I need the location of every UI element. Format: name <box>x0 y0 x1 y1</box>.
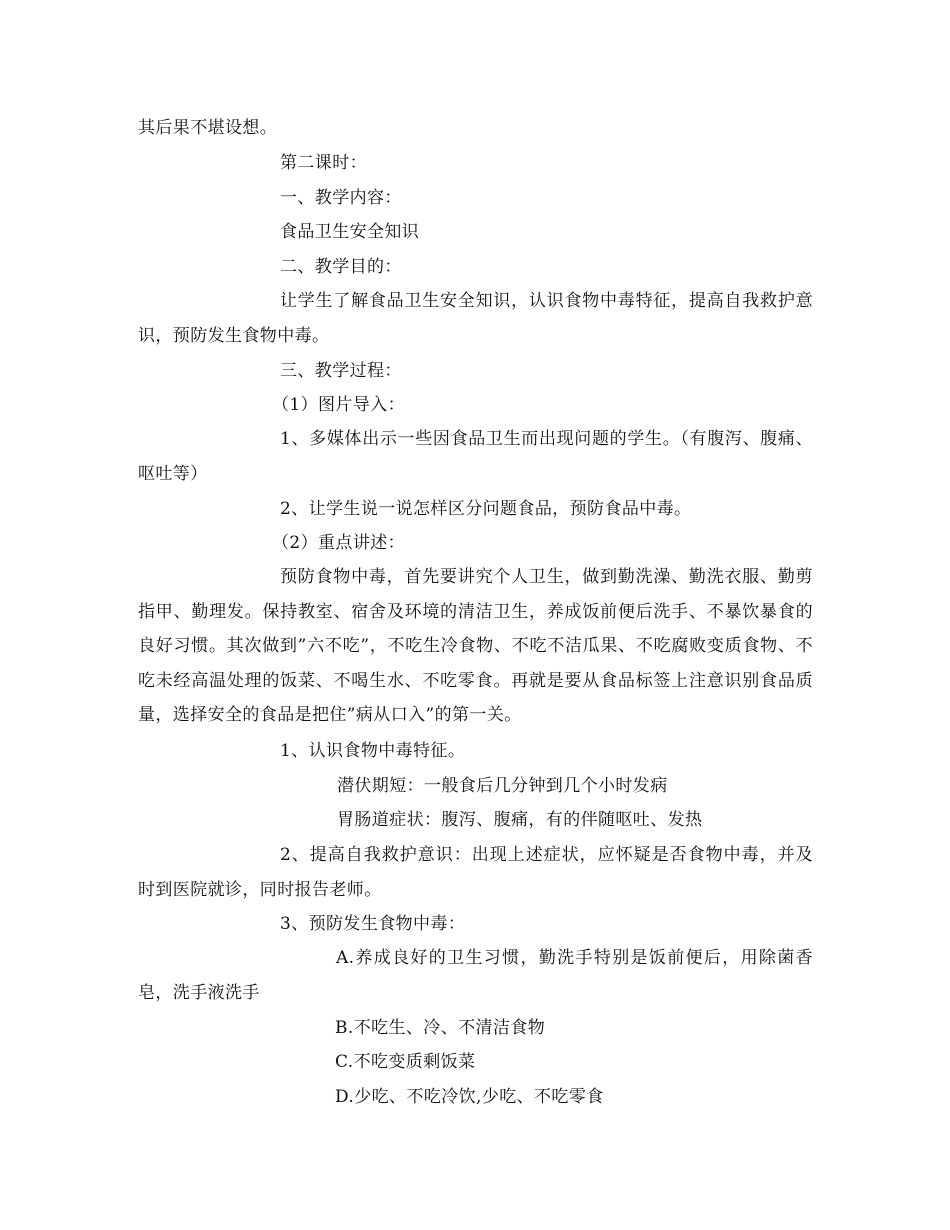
list-item: 潜伏期短：一般食后几分钟到几个小时发病 <box>337 776 668 796</box>
text-line: 食品卫生安全知识 <box>280 222 420 242</box>
text-line: 1、认识食物中毒特征。 <box>280 741 466 761</box>
subsection-heading: （2）重点讲述： <box>272 533 406 553</box>
section-heading: 三、教学过程： <box>280 361 402 381</box>
list-item: C.不吃变质剩饭菜 <box>335 1052 476 1072</box>
section-heading: 二、教学目的： <box>280 257 402 277</box>
list-item: A.养成良好的卫生习惯，勤洗手特别是饭前便后，用除菌香皂，洗手液洗手 <box>138 948 813 1003</box>
text-line: 其后果不堪设想。 <box>138 118 278 138</box>
list-item: 胃肠道症状：腹泻、腹痛，有的伴随呕吐、发热 <box>337 810 703 830</box>
paragraph: 2、提高自我救护意识：出现上述症状，应怀疑是否食物中毒，并及时到医院就诊，同时报告老师。 <box>138 845 813 900</box>
list-item: B.不吃生、冷、不清洁食物 <box>335 1018 546 1038</box>
section-heading: 一、教学内容： <box>280 188 402 208</box>
paragraph: 让学生了解食品卫生安全知识，认识食物中毒特征，提高自我救护意识，预防发生食物中毒。 <box>138 291 813 346</box>
list-item: D.少吃、不吃冷饮,少吃、不吃零食 <box>335 1087 604 1107</box>
lesson-heading: 第二课时： <box>280 153 367 173</box>
paragraph: 1、多媒体出示一些因食品卫生而出现问题的学生。（有腹泻、腹痛、呕吐等） <box>138 429 813 484</box>
text-line: 2、让学生说一说怎样区分问题食品，预防食品中毒。 <box>280 499 692 519</box>
paragraph: 预防食物中毒，首先要讲究个人卫生，做到勤洗澡、勤洗衣服、勤剪指甲、勤理发。保持教室、宿舍及环境的清洁卫生，养成饭前便后洗手、不暴饮暴食的良好习惯。其次做到”六不吃”，不吃生冷食物、不吃不洁瓜果、不吃腐败变质食物、不吃未经高温处理的饭菜、不喝生水、不吃零食。再就是要从食品标签上注意识别食品质量，选择安全的食品是把住”病从口入”的第一关。 <box>138 567 813 726</box>
subsection-heading: （1）图片导入： <box>272 395 406 415</box>
text-line: 3、预防发生食物中毒： <box>280 914 466 934</box>
